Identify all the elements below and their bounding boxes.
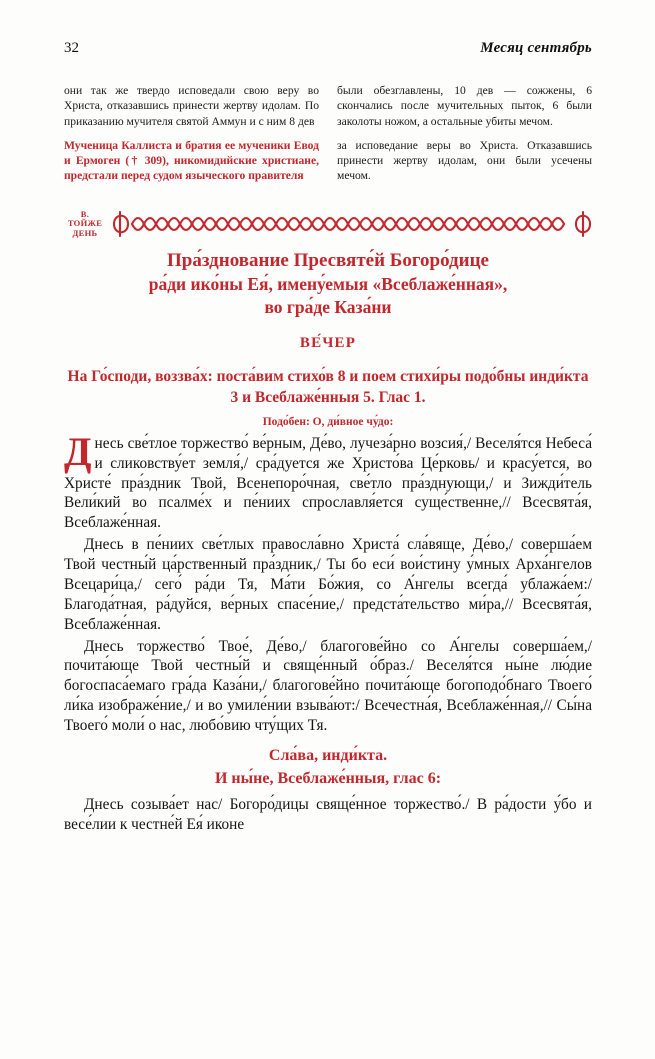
band-label-line3: ДЕНЬ: [72, 227, 98, 238]
paragraph: они так же твердо исповедали свою веру во Христа, отказавшись принести жертву идолам. По приказанию мучителя святой Аммун и с ним 8 дев: [64, 84, 319, 128]
stichera-3: Днесь торжество́ Твое́, Де́во,/ благогове́йно со А́нгелы соверша́ем,/ почита́юще Твой честны́й и свяще́нный о́браз./ Веселя́тся ны́не лю́дие богоспаса́емаго гра́да Каза́ни,/ благогове́йно почита́юще богоподо́бнаго Твоего́ ли́ка изображе́ние,/ и во умиле́нии взыва́ют:/ Всечестна́я, Всеблаже́нная,// Сы́на Твоего́ моли́ о нас, любо́вию чту́щих Тя.: [64, 637, 592, 734]
slava-rubric: Сла́ва, инди́кта.: [268, 746, 388, 764]
band-label-line1: В.: [80, 208, 90, 219]
running-head: [64, 40, 592, 57]
column-left: [64, 83, 319, 193]
feast-title-line-1: Пра́зднование Пресвяте́й Богоро́дице: [167, 249, 489, 271]
ornament-graphic: [110, 209, 592, 239]
band-label: [64, 210, 106, 239]
column-right: [337, 83, 592, 193]
paragraph: были обезглавлены, 10 дев — сожжены, 6 скончались после мучительных пыток, 6 были заколоты ножом, а остальные убиты мечом.: [337, 84, 592, 128]
stichera-body: [64, 428, 592, 835]
inyne-rubric: И ны́не, Всеблаже́нныя, глас 6:: [214, 769, 442, 787]
two-column-block: [64, 83, 592, 193]
paragraph: за исповедание веры во Христа. Отказавшись принести жертву идолам, они были усечены мечом.: [337, 138, 592, 183]
stichera-2: Днесь в пе́ниих све́тлых правосла́вно Христа́ сла́вяще, Де́во,/ соверша́ем Твой честны́й ца́рственный пра́здник,/ Ты бо еси́ вои́стину у́мных Арха́нгелов Всецари́ца,/ сего́ ра́ди Тя, Ма́ти Бо́жия, со А́нгелы всегда́ ублажа́ем:/ Благода́тная, ра́дуйся, ве́рных спасе́ние,/ предста́тельство ми́ра,// Всесвята́я, Всеблаже́нная.: [64, 536, 592, 633]
band-label-line2: ТОЙЖЕ: [67, 218, 103, 229]
feast-title-line-2: ра́ди ико́ны Ея́, имену́емыя «Всеблаже́нная»,: [148, 274, 508, 295]
page-content: [64, 40, 592, 837]
drop-cap: Д: [64, 428, 92, 474]
feast-title-line-3: во гра́де Каза́ни: [264, 296, 392, 317]
stichera-1: [64, 428, 592, 533]
feast-title: [64, 249, 592, 319]
running-title: Месяц сентябрь: [480, 40, 592, 56]
podoben-rubric: Подо́бен: О, ди́вное чу́до:: [262, 415, 394, 428]
stichera-1-text: несь све́тлое торжество́ ве́рным, Де́во, лучеза́рно возсия́,/ Веселя́тся Небеса́ и сликовству́ет земля́,/ сра́дуется же Христо́ва Це́рковь/ и красу́ется, во Христе́ пра́здник Твой, Всенепоро́чная, све́тло пра́зднующи,/ и Зижди́тель Вели́кий во псалме́х и пе́ниих спрославля́ется суще́ственне,// Всесвята́я, Всеблаже́нная.: [64, 434, 592, 532]
ornament-band: [64, 209, 592, 239]
paragraph-rubric: Мученица Каллиста и братия ее мученики Евод и Ермоген († 309), никомидийские христиане, предстали перед судом языческого правителя: [64, 138, 319, 183]
page-number: 32: [64, 40, 79, 56]
service-lead-rubric: На Го́споди, воззва́х: поста́вим стихо́в 8 и поем стихи́ры подо́бны инди́кта 3 и Всеблаже́нныя 5. Глас 1.: [67, 367, 589, 406]
stichera-final: Днесь созыва́ет нас/ Богоро́дицы свяще́нное торжество́./ В ра́дости у́бо и весе́лии к честне́й Ея́ иконе: [64, 796, 592, 834]
service-heading-vecher: ВЕ́ЧЕР: [299, 334, 357, 351]
